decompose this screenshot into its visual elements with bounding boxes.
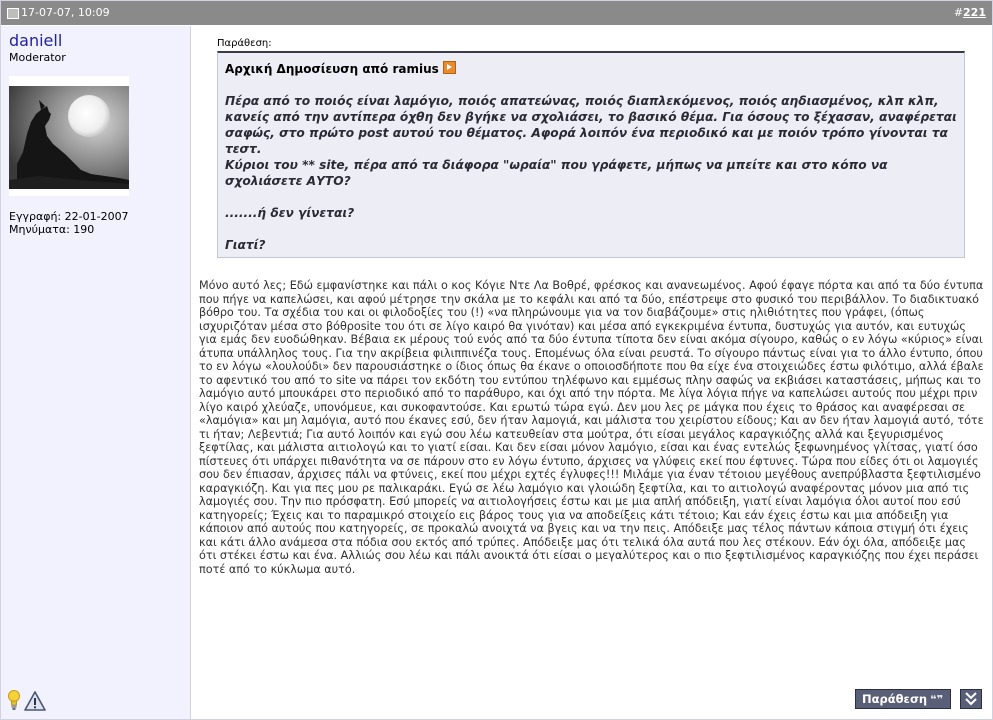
double-chevron-down-icon [961,690,981,708]
post-body-text: Μόνο αυτό λες; Εδώ εμφανίστηκε και πάλι ο κος Κόγιε Ντε Λα Βοθρέ, φρέσκος και ανανεωμένος. Αφού έφαγε πόρτα και από τα δύο έντυπα που πήγε να καπελώσει, και αφού μέτρησε την σκάλα με το κεφάλι και από τα δύο, επέστρεψε στο φυσικό του περιβάλλον. Το διαδικτυακό βόθρο του. Τα σχέδια του και οι φιλοδοξίες του (!) «να πληρώνουμε για να τον διαβάζουμε» στις ηλιθιότητες που γράφει, (όπως ισχυριζόταν μέσα στο βόθροsite του ότι σε λίγο καιρό θα γινόταν) και μέσα από εγκεκριμένα έντυπα, δυστυχώς για αυτόν, και ευτυχώς για εμάς δεν ευοδώθηκαν. Βέβαια εκ μέρους τού ενός από τα δύο έντυπα τίποτα δεν είναι ακόμα σίγουρο, καθώς ο εν λόγω «κύριος» είναι άτυπα υπάλληλος τους. Για την ακρίβεια φιλιππινέζα τους. Επομένως όλα είναι ρευστά. Το σίγουρο πάντως είναι για το άλλο έντυπο, όπου το εν λόγω «λουλούδι» δεν παρουσιάστηκε ο ίδιος όπως θα έκανε ο οποιοσδήποτε που θα είχε ένα στοιχειώδες έστω φιλότιμο, αλλά έβαλε το αφεντικό του από το site να πάρει τον εκδότη του εντύπου τηλέφωνο και εμμέσως πλην σαφώς να εκβιάσει καταστάσεις, μήπως και το λαμόγιο αυτό μπουκάρει στο περιοδικό από το παράθυρο, και όχι από την πόρτα. Με λίγα λόγια πήγε να καπελώσει αυτούς που μέχρι πριν λίγο καιρό χλεύαζε, υπονόμευε, και συκοφαντούσε. Και ερωτώ τώρα εγώ. Δεν μου λες ρε μάγκα που έχεις το θράσος και αναφέρεσαι σε «λαμόγια» και μη λαμόγια, αυτό που έκανες εσύ, δεν ήταν λαμογιά, και μάλιστα του χειρίστου είδους; Και αν δεν ήταν λαμογιά αυτό, τότε τι ήταν; Λεβεντιά; Για αυτό λοιπόν και εγώ σου λέω κατευθείαν στα μούτρα, ότι είσαι μεγάλος καραγκιόζης αλλά και ξεγυρισμένος ξεφτίλας, και μάλιστα αιτιολογώ και το γιατί είσαι. Και δεν είσαι μόνον λαμόγιο, είσαι και ένας εντελώς ξεφωνημένος γλίτσας, γιατί όσο πίστευες ότι υπάρχει πιθανότητα να σε πάρουν στο εν λόγω έντυπο, άρχισες να γλύφεις εκεί που έφτυνες. Τώρα που είδες ότι οι λαμογιές σου δεν έπιασαν, άρχισες πάλι να φτύνεις, εκεί που μέχρι εχτές έγλυφες!!! Μιλάμε για έναν τέτοιου μεγέθους ανεπρύβλαστα ξεφτιλισμένο καραγκιόζη. Και για πες μου ρε παλικαράκι. Εγώ σε λέω λαμόγιο και γλοιώδη ξεφτίλα, και το αιτιολογώ αναφέροντας μόνον μια από τις λαμογιές σου. Την πιο πρόσφατη. Εσύ μπορείς να αιτιολογήσεις έστω και με μια απλή απόδειξη, γιατί είναι λαμόγια όλοι αυτοί που εσύ κατηγορείς; Έχεις και το παραμικρό στοιχείο εις βάρος τους για να αποδείξεις κάτι τέτοιο; Και εάν έχεις έστω και μια απόδειξη για κάποιον από αυτούς που κατηγορείς, σε προκαλώ ανοιχτά να βγεις και να την πεις. Απόδειξε μας τέλος πάντων κάποια στιγμή ότι έχεις και κάτι άλλο ανάμεσα στα πόδια σου εκτός από τρύπες. Απόδειξε μας ότι τελικά όλα αυτά που λες στέκουν. Εάν όχι όλα, απόδειξε μας ότι στέκει έστω και ένα. Αλλιώς σου λέω και πάλι ανοικτά ότι είσαι ο μεγαλύτερος και ο πιο ξεφτιλισμένος καραγκιόζης που έχει περάσει ποτέ από το κύκλωμα αυτό. [199,279,984,576]
quote-author-prefix: Αρχική Δημοσίευση από [225,62,389,76]
quote-button[interactable] [855,689,951,709]
post-number [954,6,986,19]
quote-author-line [225,61,456,76]
quote-label: Παράθεση: [217,38,272,49]
user-stats [9,210,129,236]
post-header [1,1,992,26]
quote-marks-icon: ❝❞ [930,693,944,706]
avatar [9,76,129,196]
warning-triangle-icon[interactable] [24,691,46,711]
quote-button-label: Παράθεση [862,692,928,706]
user-info-panel [1,26,191,719]
post-status-icon [7,8,19,19]
quote-spacer [225,221,961,237]
multi-quote-button[interactable] [960,689,982,709]
quote-paragraph: Κύριοι του ** site, πέρα από τα διάφορα "ωραία" που γράφετε, μήπως να μπείτε και στο κόπο να σχολιάσετε ΑΥΤΟ? [225,158,888,188]
post-date: 17-07-07, 10:09 [21,6,110,19]
post-count: Μηνύματα: 190 [9,223,95,236]
quote-paragraph: .......ή δεν γίνεται? [225,206,355,220]
user-title: Moderator [9,51,66,64]
post-number-prefix: # [953,6,964,19]
post-permalink[interactable]: 221 [963,6,986,19]
quote-box [217,51,965,258]
view-post-icon[interactable] [443,61,456,74]
join-date: Εγγραφή: 22-01-2007 [9,210,129,223]
quote-paragraph: Πέρα από το ποιός είναι λαμόγιο, ποιός απατεώνας, ποιός διαπλεκόμενος, ποιός αηδιασμένος, κλπ κλπ, κανείς από την αντίπερα όχθη δεν βγήκε να σχολιάσει, το βασικό θέμα. Για όσους το ξέχασαν, αναφέρεται σαφώς, στο πρώτο post αυτού του θέματος. Αφορά λοιπόν ένα περιοδικό και με ποιόν τρόπο γίνονται τα τεστ. [225,94,957,156]
quote-author: ramius [392,62,439,76]
quote-text [225,93,961,253]
quote-spacer [225,189,961,205]
username-link[interactable]: daniell [9,31,63,50]
quote-paragraph: Γιατί? [225,238,266,252]
lightbulb-icon[interactable] [7,689,21,711]
post-content [191,26,992,719]
